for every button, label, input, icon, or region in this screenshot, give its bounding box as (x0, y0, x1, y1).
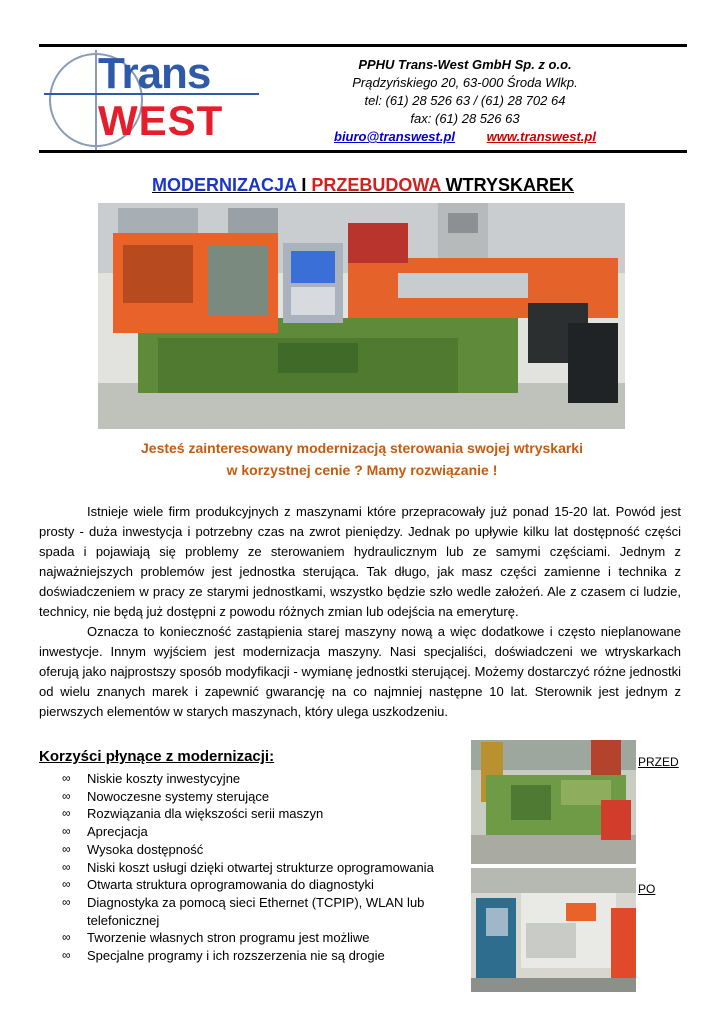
infinity-bullet-icon: ∞ (62, 894, 71, 909)
list-item: ∞ Nowoczesne systemy sterujące (62, 788, 270, 804)
infinity-bullet-icon: ∞ (62, 771, 71, 785)
subtitle-line-2: w korzystnej cenie ? Mamy rozwiązanie ! (226, 462, 498, 478)
benefits-list (62, 770, 462, 965)
header-top-rule (39, 44, 687, 47)
subtitle (60, 437, 664, 481)
benefits-heading: Korzyści płynące z modernizacji: (39, 748, 275, 765)
body-paragraph-2: Oznacza to konieczność zastąpienia starej maszyny nową a więc dodatkowe i często nieplanowane inwestycje. Innym wyjściem jest modernizacja maszyny. Nasi specjaliści, doświadczeni we wtryskarkach oferują jako najprostszy sposób modyfikacji - wymianę jednostki sterującej. Możemy dostarczyć różne jednostki od wielu znanych marek i zapewnić gwarancję na co najmniej następne 10 lat. Sterownik jest jednym z pierwszych elementów w starych maszynach, który ulega uszkodzeniu. (39, 624, 681, 719)
list-item: ∞ Niski koszt usługi dzięki otwartej strukturze oprogramowania (62, 859, 434, 875)
infinity-bullet-icon: ∞ (62, 806, 71, 821)
website-link[interactable]: www.transwest.pl (486, 129, 596, 144)
infinity-bullet-icon: ∞ (62, 841, 71, 856)
list-item: ∞ Specjalne programy i ich rozszerzenia nie są drogie (62, 948, 385, 964)
machine-after-photo (471, 868, 636, 992)
title-part-przebudowa: PRZEBUDOWA (311, 175, 441, 195)
after-label: PO (638, 882, 656, 896)
title-part-i: I (296, 175, 312, 195)
subtitle-line-1: Jesteś zainteresowany modernizacją sterowania swojej wtryskarki (141, 440, 583, 456)
infinity-bullet-icon: ∞ (62, 859, 71, 874)
infinity-bullet-icon: ∞ (62, 824, 71, 839)
list-item: ∞ Wysoka dostępność (62, 841, 204, 857)
title-part-wtryskarek: WTRYSKAREK (440, 175, 575, 195)
list-item: ∞ Tworzenie własnych stron programu jest możliwe (62, 930, 370, 946)
company-fax: fax: (61) 28 526 63 (410, 111, 520, 126)
company-address: Prądzyńskiego 20, 63-000 Środa Wlkp. (352, 75, 578, 90)
logo-text-west: WEST (98, 97, 224, 144)
body-text (39, 502, 681, 722)
list-item: ∞ Diagnostyka za pomocą sieci Ethernet (TCPIP), WLAN lub telefonicznej (62, 894, 425, 928)
title-part-modernizacja: MODERNIZACJA (151, 175, 297, 195)
infinity-bullet-icon: ∞ (62, 930, 71, 945)
infinity-bullet-icon: ∞ (62, 877, 71, 892)
infinity-bullet-icon: ∞ (62, 788, 71, 803)
injection-machine-photo (98, 203, 625, 429)
before-label: PRZED (638, 755, 679, 769)
company-name: PPHU Trans-West GmbH Sp. z o.o. (358, 57, 572, 72)
list-item: ∞ Rozwiązania dla większości serii maszyn (62, 806, 324, 822)
machine-before-photo (471, 740, 636, 864)
page-title (40, 175, 686, 196)
company-tel: tel: (61) 28 526 63 / (61) 28 702 64 (364, 93, 566, 108)
email-link[interactable]: biuro@transwest.pl (334, 129, 456, 144)
header-bottom-rule (39, 150, 687, 153)
list-item: ∞ Otwarta struktura oprogramowania do diagnostyki (62, 877, 374, 893)
contact-block (300, 56, 630, 146)
list-item: ∞ Niskie koszty inwestycyjne (62, 771, 241, 786)
infinity-bullet-icon: ∞ (62, 948, 71, 963)
list-item: ∞ Aprecjacja (62, 824, 148, 840)
body-paragraph-1: Istnieje wiele firm produkcyjnych z maszynami które przepracowały już ponad 15-20 lat. Powód jest prosty - duża inwestycja i potrzebny czas na zwrot pieniędzy. Jednak po upływie kilku lat dostępność części spada i pojawiają się problemy ze sterowaniem hydraulicznym lub ze samymi częściami. Jednym z najważniejszych problemów jest jednostka sterująca. Tak długo, jak masz części zamienne i technika z doświadczeniem w pracy ze starymi jednostkami, wszystko będzie szło wedle założeń. Ale z czasem ci ludzie, technicy, nie będą już dostępni z powodu różnych zmian lub odejścia na emeryturę. (39, 504, 681, 619)
logo-text-trans: Trans (98, 49, 211, 98)
